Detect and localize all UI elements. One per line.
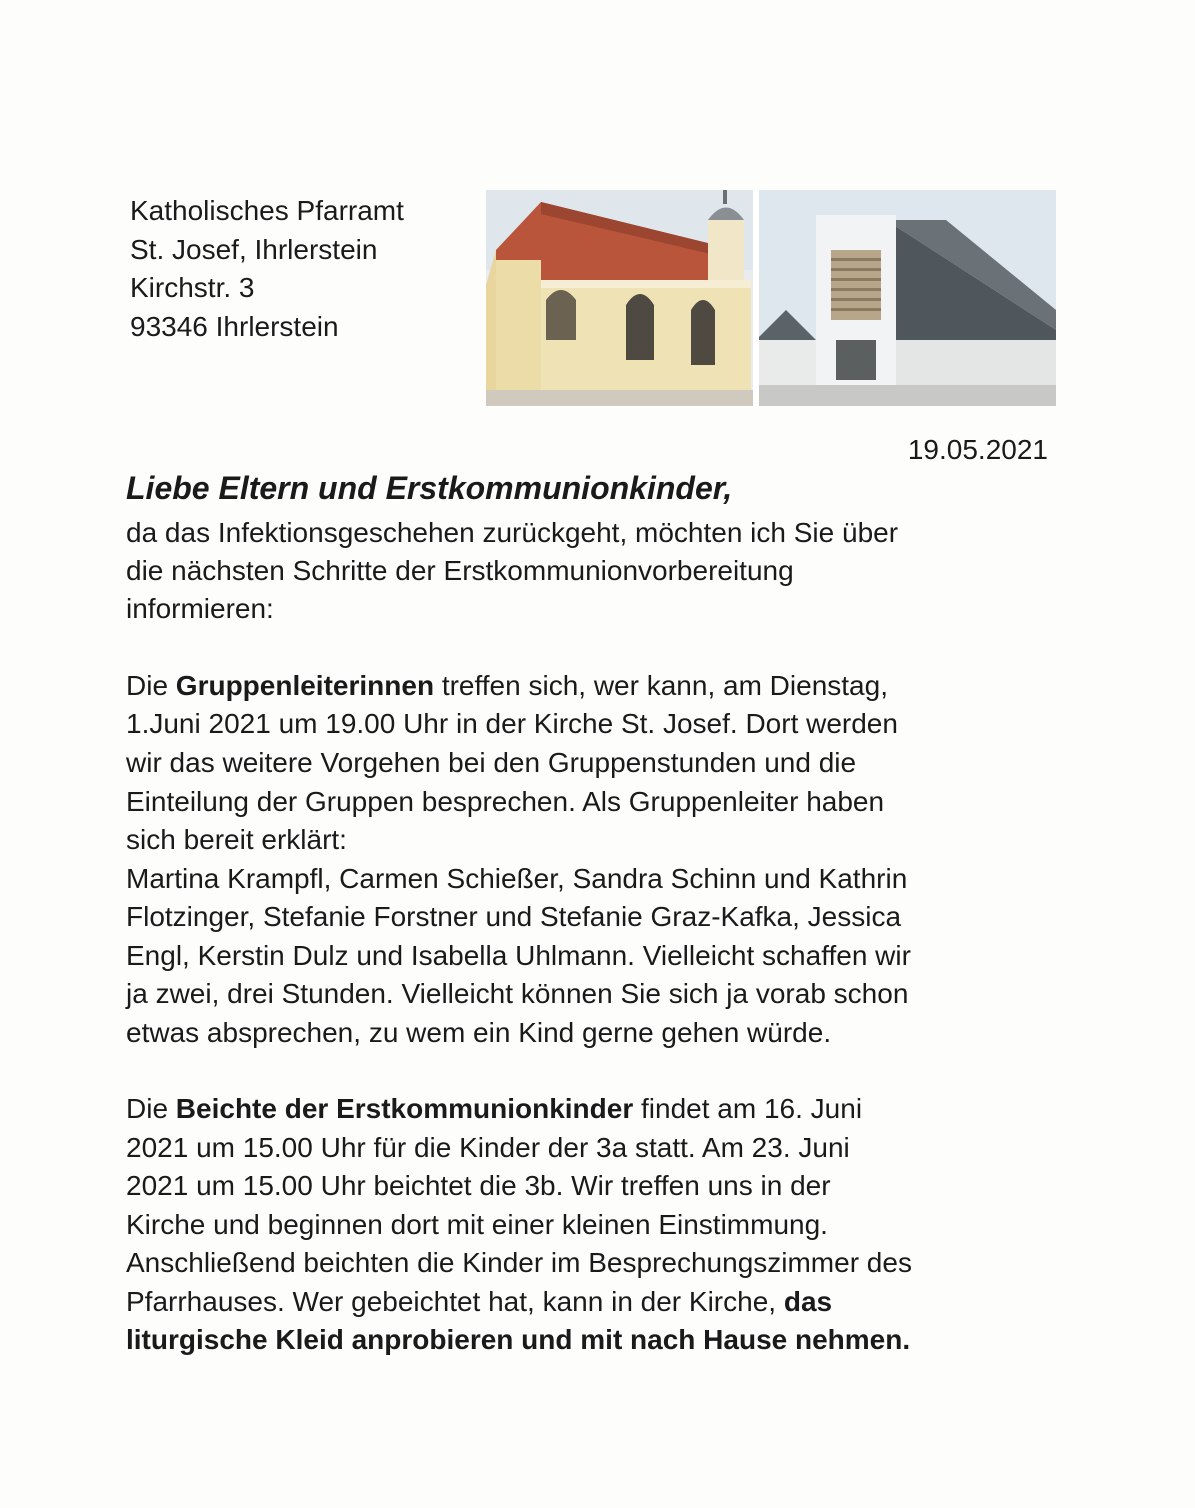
text-line: die nächsten Schritte der Erstkommunionvorbereitung (126, 555, 794, 586)
paragraph-2-line-7 (126, 1324, 910, 1356)
paragraph-2-first-line (126, 1093, 862, 1125)
text-line: informieren: (126, 593, 274, 624)
text-line: 2021 um 15.00 Uhr für die Kinder der 3a statt. Am 23. Juni (126, 1132, 850, 1163)
text-span: treffen sich, wer kann, am Dienstag, (434, 670, 888, 701)
text-span: Die (126, 1093, 176, 1124)
text-line: Martina Krampfl, Carmen Schießer, Sandra Schinn und Kathrin (126, 863, 908, 894)
address-line: Kirchstr. 3 (130, 272, 255, 303)
text-line: Anschließend beichten die Kinder im Besprechungszimmer des (126, 1247, 912, 1278)
greeting: Liebe Eltern und Erstkommunionkinder, (126, 470, 733, 506)
letter-date: 19.05.2021 (907, 434, 1048, 465)
text-line: etwas absprechen, zu wem ein Kind gerne gehen würde. (126, 1017, 832, 1048)
text-line: Flotzinger, Stefanie Forstner und Stefanie Graz-Kafka, Jessica (126, 901, 902, 932)
address-line: St. Josef, Ihrlerstein (130, 233, 378, 265)
text-line: ja zwei, drei Stunden. Vielleicht können Sie sich ja vorab schon (126, 978, 909, 1009)
church-photo (486, 190, 1056, 406)
text-span: Die (126, 670, 176, 701)
bold-text: liturgische Kleid anprobieren und mit nach Hause nehmen. (126, 1324, 911, 1355)
address-line: Katholisches Pfarramt (130, 195, 404, 226)
text-span: findet am 16. Juni (633, 1093, 863, 1124)
text-line: Kirche und beginnen dort mit einer kleinen Einstimmung. (126, 1209, 828, 1240)
paragraph-2-line-6 (126, 1286, 832, 1318)
address-line: 93346 Ihrlerstein (130, 310, 339, 342)
text-line: 1.Juni 2021 um 19.00 Uhr in der Kirche St. Josef. Dort werden (126, 708, 898, 739)
text-line: 2021 um 15.00 Uhr beichtet die 3b. Wir treffen uns in der (126, 1170, 831, 1201)
text-line: sich bereit erklärt: (126, 824, 347, 855)
bold-text: Gruppenleiterinnen (175, 670, 435, 701)
text-line: Engl, Kerstin Dulz und Isabella Uhlmann. Vielleicht schaffen wir (126, 940, 911, 971)
bold-text: das (783, 1286, 833, 1317)
bold-text: Beichte der Erstkommunionkinder (175, 1093, 634, 1124)
text-line: wir das weitere Vorgehen bei den Gruppenstunden und die (126, 747, 857, 778)
text-line: Einteilung der Gruppen besprechen. Als Gruppenleiter haben (126, 786, 885, 817)
text-line: da das Infektionsgeschehen zurückgeht, möchten ich Sie über (126, 517, 899, 548)
paragraph-1-first-line (126, 670, 888, 702)
text-span: Pfarrhauses. Wer gebeichtet hat, kann in der Kirche, (126, 1286, 784, 1317)
parish-address (130, 192, 404, 346)
